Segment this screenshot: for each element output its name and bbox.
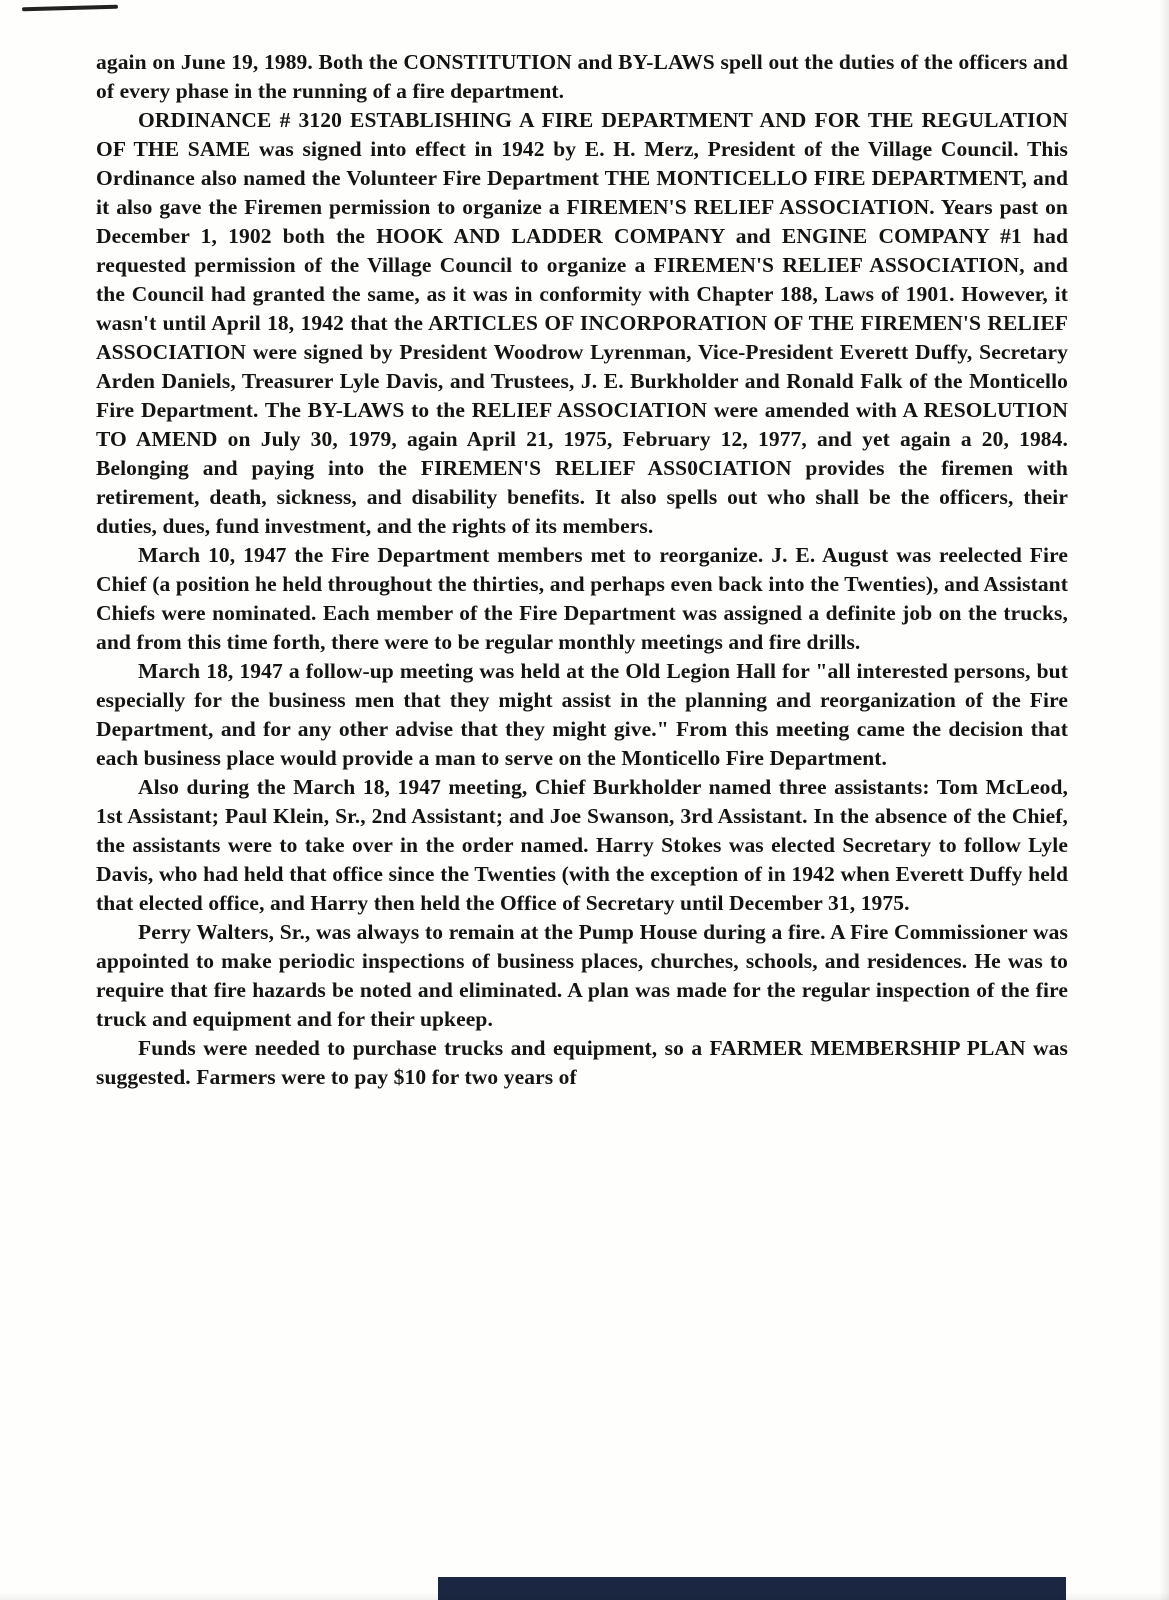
- paragraph-assistants: Also during the March 18, 1947 meeting, Chief Burkholder named three assistants: Tom McLeod, 1st Assistant; Paul Klein, Sr., 2nd Assistant; and Joe Swanson, 3rd Assistant. In the absence of the Chief, the assistants were to take over in the order named. Harry Stokes was elected Secretary to follow Lyle Davis, who had held that office since the Twenties (with the exception of in 1942 when Everett Duffy held that elected office, and Harry then held the Office of Secretary until December 31, 1975.: [96, 775, 1068, 915]
- scan-artifact-top: [22, 5, 118, 12]
- paragraph-march-10-1947: March 10, 1947 the Fire Department members met to reorganize. J. E. August was reelected Fire Chief (a position he held throughout the thirties, and perhaps even back into the Twenties), and Assistant Chiefs were nominated. Each member of the Fire Department was assigned a definite job on the trucks, and from this time forth, there were to be regular monthly meetings and fire drills.: [96, 543, 1068, 654]
- paragraph-perry-walters: Perry Walters, Sr., was always to remain at the Pump House during a fire. A Fire Commissioner was appointed to make periodic inspections of business places, churches, schools, and residences. He was to require that fire hazards be noted and eliminated. A plan was made for the regular inspection of the fire truck and equipment and for their upkeep.: [96, 920, 1068, 1031]
- paragraph-march-18-1947: March 18, 1947 a follow-up meeting was held at the Old Legion Hall for "all interested persons, but especially for the business men that they might assist in the planning and reorganization of the Fire Department, and for any other advise that they might give." From this meeting came the decision that each business place would provide a man to serve on the Monticello Fire Department.: [96, 659, 1068, 770]
- paragraph-ordinance: ORDINANCE # 3120 ESTABLISHING A FIRE DEPARTMENT AND FOR THE REGULATION OF THE SAME was signed into effect in 1942 by E. H. Merz, President of the Village Council. This Ordinance also named the Volunteer Fire Department THE MONTICELLO FIRE DEPARTMENT, and it also gave the Firemen permission to organize a FIREMEN'S RELIEF ASSOCIATION. Years past on December 1, 1902 both the HOOK AND LADDER COMPANY and ENGINE COMPANY #1 had requested permission of the Village Council to organize a FIREMEN'S RELIEF ASSOCIATION, and the Council had granted the same, as it was in conformity with Chapter 188, Laws of 1901. However, it wasn't until April 18, 1942 that the ARTICLES OF INCORPORATION OF THE FIREMEN'S RELIEF ASSOCIATION were signed by President Woodrow Lyrenman, Vice-President Everett Duffy, Secretary Arden Daniels, Treasurer Lyle Davis, and Trustees, J. E. Burkholder and Ronald Falk of the Monticello Fire Department. The BY-LAWS to the RELIEF ASSOCIATION were amended with A RESOLUTION TO AMEND on July 30, 1979, again April 21, 1975, February 12, 1977, and yet again a 20, 1984. Belonging and paying into the FIREMEN'S RELIEF ASS0CIATION provides the firemen with retirement, death, sickness, and disability benefits. It also spells out who shall be the officers, their duties, dues, fund investment, and the rights of its members.: [96, 108, 1068, 538]
- scan-edge-shade-right: [1159, 0, 1169, 1600]
- paragraph-continuation: again on June 19, 1989. Both the CONSTITUTION and BY-LAWS spell out the duties of the officers and of every phase in the running of a fire department.: [96, 50, 1068, 103]
- paragraph-farmer-membership: Funds were needed to purchase trucks and equipment, so a FARMER MEMBERSHIP PLAN was suggested. Farmers were to pay $10 for two years of: [96, 1036, 1068, 1089]
- body-text: [96, 48, 1068, 1092]
- scan-edge-shade-bottom: [0, 1592, 1169, 1600]
